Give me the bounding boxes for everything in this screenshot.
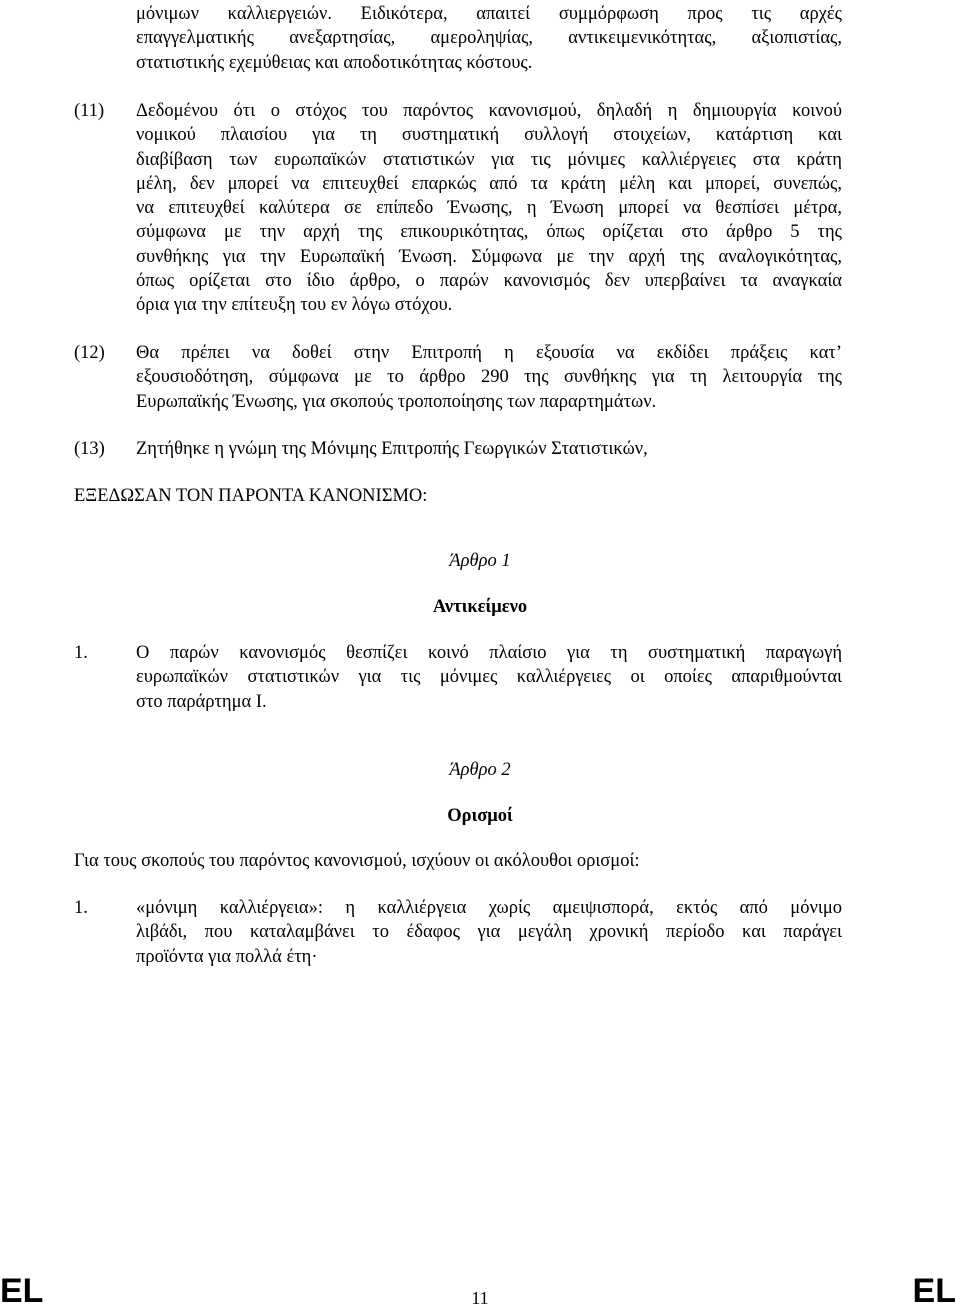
article-2-definition-number: 1. [74,898,88,918]
adoption-formula: ΕΞΕΔΩΣΑΝ ΤΟΝ ΠΑΡΟΝΤΑ ΚΑΝΟΝΙΣΜΟ: [74,486,428,506]
article-2-definition-text [136,896,842,969]
footer-language-label-left: EL [0,1272,44,1310]
text-line: «μόνιμη καλλιέργεια»: η καλλιέργεια χωρίς αμειψισπορά, εκτός από μόνιμο [136,898,842,918]
text-line: μέλη, δεν μπορεί να επιτευχθεί επαρκώς από τα κράτη μέλη και μπορεί, συνεπώς, [136,173,842,194]
recital-11-text [136,99,842,318]
recital-11-number: (11) [74,101,105,121]
text-line: σύμφωνα με την αρχή της επικουρικότητας, όπως ορίζεται στο άρθρο 5 της [136,222,842,243]
text-line: Δεδομένου ότι ο στόχος του παρόντος κανονισμού, δηλαδή η δημιουργία κοινού [136,101,842,121]
text-line: Ευρωπαϊκής Ένωσης, για σκοπούς τροποποίησης των παραρτημάτων. [136,391,657,412]
recital-13-text [136,437,842,461]
text-line: στατιστικής εχεμύθειας και αποδοτικότητας κόστους. [136,52,533,73]
text-line: στο παράρτημα Ι. [136,691,267,712]
text-line: ευρωπαϊκών στατιστικών για τις μόνιμες καλλιέργειες οι οποίες απαριθμούνται [136,667,842,688]
footer-language-label-right: EL [912,1272,956,1310]
text-line: Ο παρών κανονισμός θεσπίζει κοινό πλαίσιο για τη συστηματική παραγωγή [136,643,842,663]
recital-12-number: (12) [74,343,105,363]
recital-12-text [136,341,842,414]
page-number: 11 [471,1288,489,1308]
text-line: προϊόντα για πολλά έτη· [136,946,318,967]
text-line: εξουσιοδότηση, σύμφωνα με το άρθρο 290 της συνθήκης για τη λειτουργία της [136,367,842,388]
article-2-intro: Για τους σκοπούς του παρόντος κανονισμού, ισχύουν οι ακόλουθοι ορισμοί: [74,851,640,871]
text-line: Ζητήθηκε η γνώμη της Μόνιμης Επιτροπής Γεωργικών Στατιστικών, [136,439,648,459]
text-line: επαγγελματικής ανεξαρτησίας, αμεροληψίας, αντικειμενικότητας, αξιοπιστίας, [136,28,842,49]
text-line: Θα πρέπει να δοθεί στην Επιτροπή η εξουσία να εκδίδει πράξεις κατ’ [136,343,842,363]
text-line: μόνιμων καλλιεργειών. Ειδικότερα, απαιτεί συμμόρφωση προς τις αρχές [136,4,842,24]
text-line: νομικού πλαισίου για τη συστηματική συλλογή στοιχείων, κατάρτιση και [136,125,842,146]
text-line: διαβίβαση των ευρωπαϊκών στατιστικών για τις μόνιμες καλλιέργειες στα κράτη [136,149,842,170]
text-line: λιβάδι, που καταλαμβάνει το έδαφος για μεγάλη χρονική περίοδο και παράγει [136,922,842,943]
article-1-paragraph-text [136,641,842,714]
text-line: να επιτευχθεί καλύτερα σε επίπεδο Ένωσης, η Ένωση μπορεί να θεσπίσει μέτρα, [136,198,842,219]
recital-10-continuation [136,2,842,75]
text-line: όπως ορίζεται στο ίδιο άρθρο, ο παρών κανονισμός δεν υπερβαίνει τα αναγκαία [136,271,842,292]
article-1-paragraph-number: 1. [74,643,88,663]
article-1-heading: Άρθρο 1 [449,551,511,571]
text-line: όρια για την επίτευξη του εν λόγω στόχου. [136,295,453,316]
article-2-heading: Άρθρο 2 [449,760,511,780]
article-1-title: Αντικείμενο [432,597,528,617]
text-line: συνθήκης για την Ευρωπαϊκή Ένωση. Σύμφωνα με την αρχή της αναλογικότητας, [136,246,842,267]
article-2-title: Ορισμοί [447,806,513,826]
recital-13-number: (13) [74,439,105,459]
